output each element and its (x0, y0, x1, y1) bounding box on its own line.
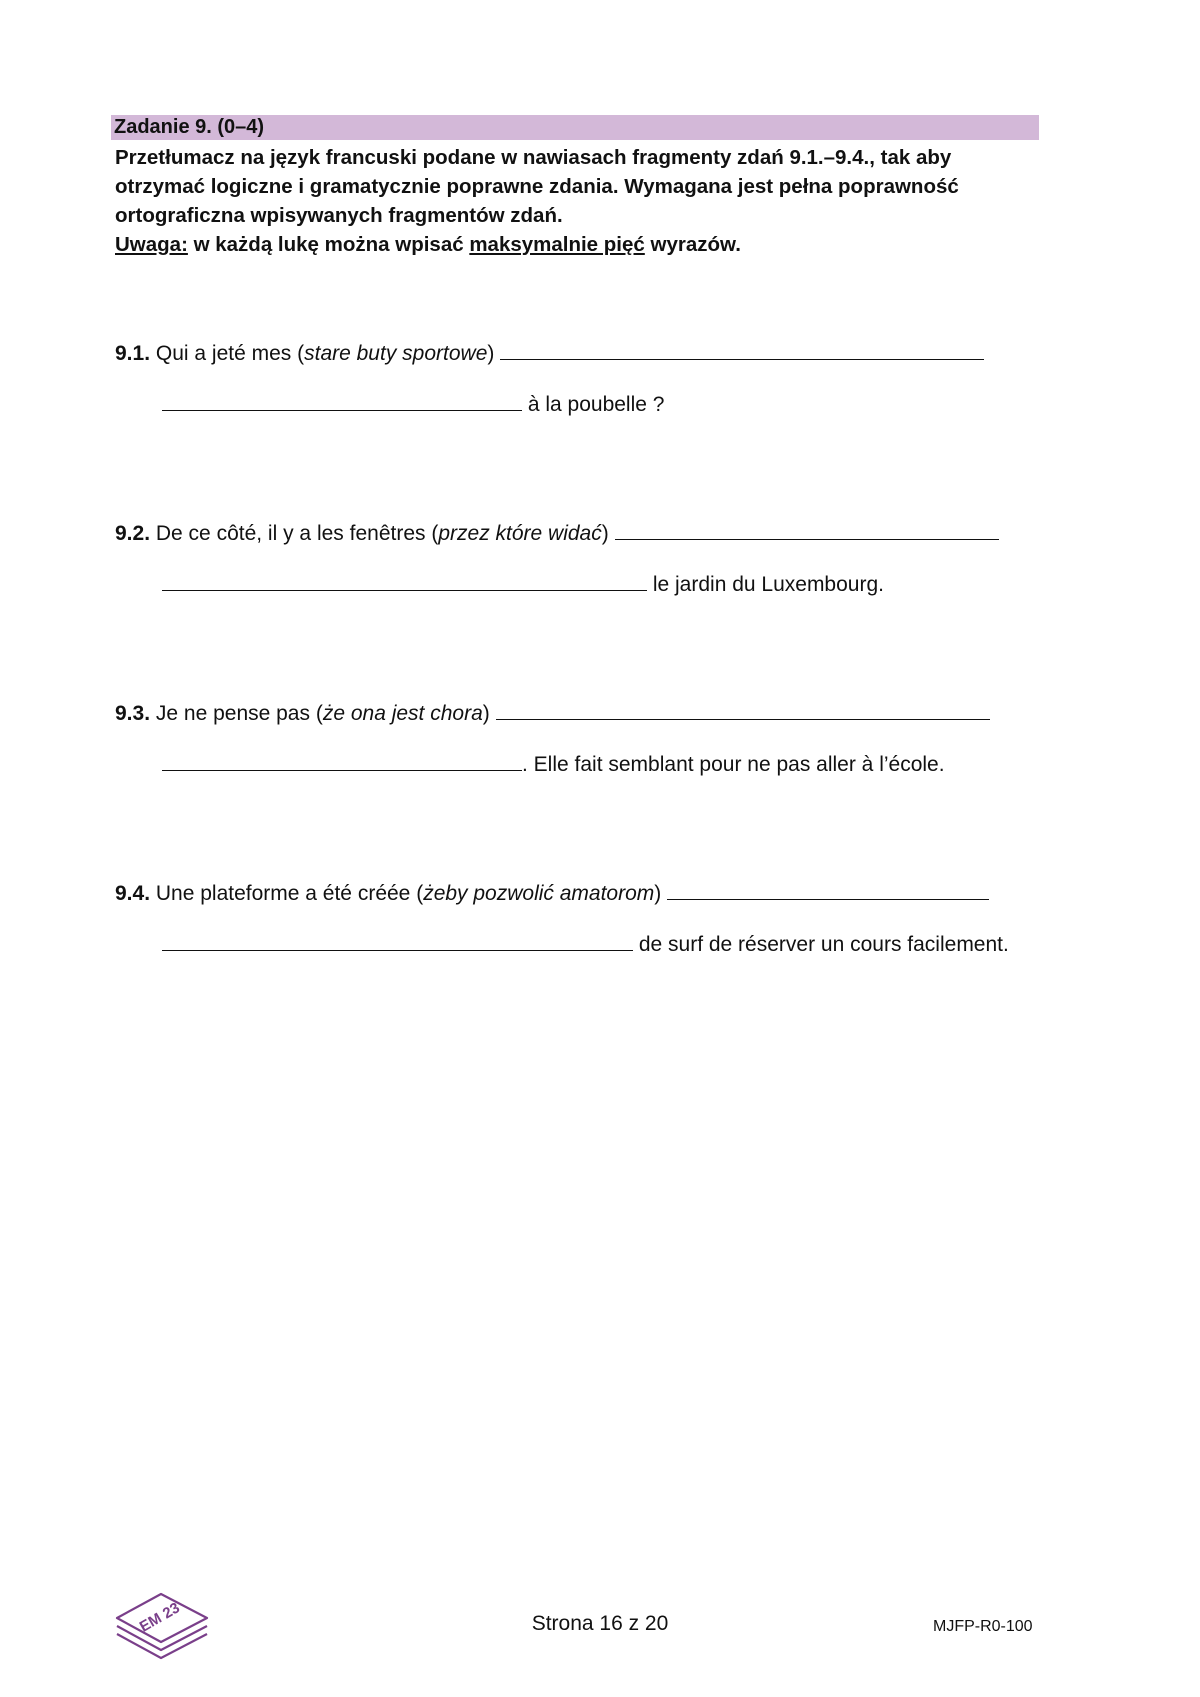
item-text: Une plateforme a été créée ( (155, 882, 424, 905)
answer-blank[interactable] (500, 339, 984, 360)
item-text: ) (601, 522, 609, 545)
item-hint: że ona jest chora (322, 702, 483, 725)
answer-blank[interactable] (162, 390, 522, 411)
answer-blank[interactable] (162, 570, 647, 591)
answer-blank[interactable] (496, 699, 990, 720)
item-text: ) (482, 702, 490, 725)
document-code: MJFP-R0-100 (933, 1618, 1033, 1635)
item-9-2-line-2 (162, 570, 884, 599)
item-9-4-line-2 (162, 930, 1009, 959)
item-hint: żeby pozwolić amatorom (423, 882, 655, 905)
answer-blank[interactable] (667, 879, 989, 900)
note-text: wyrazów. (644, 233, 741, 256)
item-9-4-line-1 (115, 879, 989, 908)
item-hint: stare buty sportowe (304, 342, 488, 365)
item-number: 9.3. (115, 702, 151, 725)
item-text: Qui a jeté mes ( (155, 342, 305, 365)
note (115, 230, 1045, 259)
item-ending: le jardin du Luxembourg. (647, 573, 884, 596)
item-9-1-line-2 (162, 390, 664, 419)
note-label: Uwaga: (115, 233, 188, 256)
note-text: w każdą lukę można wpisać (187, 233, 470, 256)
instruction-line: Przetłumacz na język francuski podane w nawiasach fragmenty zdań 9.1.–9.4., tak aby (115, 146, 952, 169)
item-hint: przez które widać (438, 522, 602, 545)
item-9-2-line-1 (115, 519, 999, 548)
answer-blank[interactable] (162, 930, 633, 951)
note-emphasis: maksymalnie pięć (469, 233, 645, 256)
item-ending: à la poubelle ? (522, 393, 665, 416)
task-title: Zadanie 9. (0–4) (111, 115, 1039, 140)
item-number: 9.1. (115, 342, 151, 365)
answer-blank[interactable] (615, 519, 999, 540)
item-number: 9.2. (115, 522, 151, 545)
item-number: 9.4. (115, 882, 151, 905)
instruction-line: otrzymać logiczne i gramatycznie poprawne zdania. Wymagana jest pełna poprawność (115, 175, 959, 198)
item-9-3-line-1 (115, 699, 990, 728)
page-number: Strona 16 z 20 (531, 1612, 669, 1635)
item-text: De ce côté, il y a les fenêtres ( (155, 522, 439, 545)
item-text: Je ne pense pas ( (155, 702, 323, 725)
answer-blank[interactable] (162, 750, 522, 771)
item-text: ) (487, 342, 495, 365)
item-ending: de surf de réserver un cours facilement. (633, 933, 1009, 956)
item-9-3-line-2 (162, 750, 945, 779)
instruction-line: ortograficzna wpisywanych fragmentów zdań. (115, 204, 563, 227)
logo-text: EM 23 (136, 1599, 183, 1636)
item-ending: . Elle fait semblant pour ne pas aller à l’école. (522, 753, 945, 776)
task-instructions (115, 143, 1045, 259)
item-9-1-line-1 (115, 339, 984, 368)
item-text: ) (654, 882, 662, 905)
